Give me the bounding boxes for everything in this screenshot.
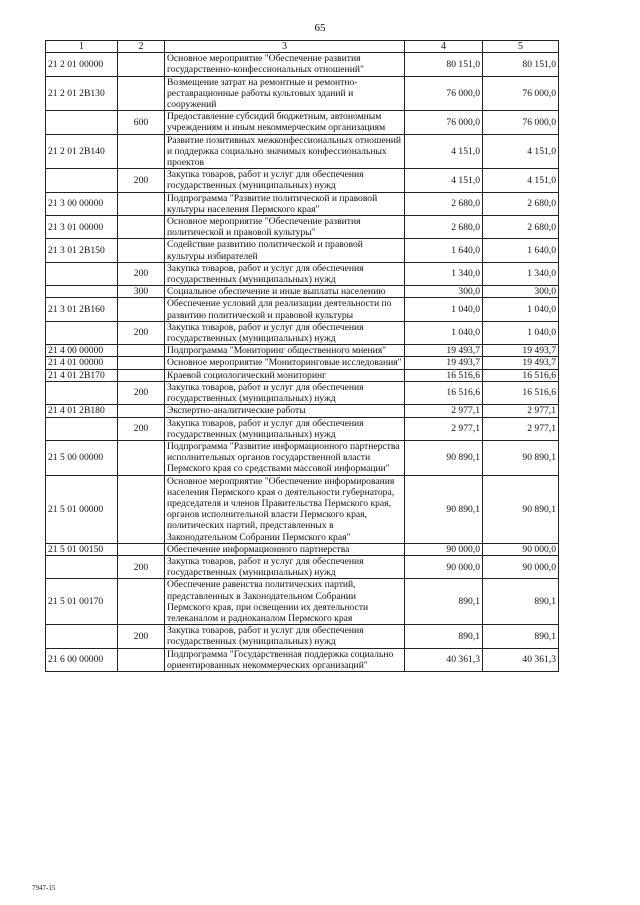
table-header-row xyxy=(46,41,559,53)
table-row xyxy=(46,555,559,578)
table-row xyxy=(46,53,559,76)
table-row xyxy=(46,345,559,357)
table-row xyxy=(46,440,559,475)
classification-code-cell: 21 2 01 2В130 xyxy=(46,76,118,111)
table-row xyxy=(46,475,559,543)
item-name-cell: Закупка товаров, работ и услуг для обеспечения государственных (муниципальных) нужд xyxy=(165,262,405,285)
expense-type-cell xyxy=(118,192,165,215)
amount-cell-year1: 2 680,0 xyxy=(405,216,483,239)
classification-code-cell xyxy=(46,321,118,344)
amount-cell-year2: 76 000,0 xyxy=(483,76,559,111)
amount-cell-year2: 2 680,0 xyxy=(483,192,559,215)
item-name-cell: Основное мероприятие "Обеспечение развития политической и правовой культуры" xyxy=(165,216,405,239)
expense-type-cell xyxy=(118,440,165,475)
expense-type-cell xyxy=(118,216,165,239)
item-name-cell: Основное мероприятие "Обеспечение развития государственно-конфессиональных отношений" xyxy=(165,53,405,76)
amount-cell-year1: 80 151,0 xyxy=(405,53,483,76)
amount-cell-year2: 76 000,0 xyxy=(483,111,559,134)
classification-code-cell: 21 4 01 2В180 xyxy=(46,405,118,417)
table-row xyxy=(46,369,559,381)
expense-type-cell: 200 xyxy=(118,381,165,404)
table-row xyxy=(46,169,559,192)
amount-cell-year1: 40 361,3 xyxy=(405,648,483,671)
classification-code-cell xyxy=(46,169,118,192)
expense-type-cell: 200 xyxy=(118,625,165,648)
table-row xyxy=(46,625,559,648)
item-name-cell: Обеспечение условий для реализации деятельности по развитию политической и правовой культуры xyxy=(165,298,405,321)
item-name-cell: Предоставление субсидий бюджетным, автономным учреждениям и иным некоммерческим организациям xyxy=(165,111,405,134)
amount-cell-year1: 300,0 xyxy=(405,286,483,298)
amount-cell-year2: 90 000,0 xyxy=(483,555,559,578)
table-row xyxy=(46,417,559,440)
expense-type-cell: 200 xyxy=(118,321,165,344)
classification-code-cell xyxy=(46,417,118,440)
table-row xyxy=(46,321,559,344)
amount-cell-year2: 890,1 xyxy=(483,625,559,648)
amount-cell-year1: 890,1 xyxy=(405,579,483,625)
expense-type-cell xyxy=(118,298,165,321)
amount-cell-year2: 1 040,0 xyxy=(483,298,559,321)
expense-type-cell: 600 xyxy=(118,111,165,134)
classification-code-cell xyxy=(46,625,118,648)
item-name-cell: Обеспечение информационного партнерства xyxy=(165,543,405,555)
expense-type-cell: 200 xyxy=(118,262,165,285)
item-name-cell: Содействие развитию политической и правовой культуры избирателей xyxy=(165,239,405,262)
amount-cell-year2: 16 516,6 xyxy=(483,369,559,381)
classification-code-cell: 21 5 01 00000 xyxy=(46,475,118,543)
item-name-cell: Закупка товаров, работ и услуг для обеспечения государственных (муниципальных) нужд xyxy=(165,169,405,192)
item-name-cell: Закупка товаров, работ и услуг для обеспечения государственных (муниципальных) нужд xyxy=(165,381,405,404)
amount-cell-year1: 19 493,7 xyxy=(405,357,483,369)
column-header: 3 xyxy=(165,41,405,53)
amount-cell-year1: 2 977,1 xyxy=(405,405,483,417)
table-body xyxy=(46,53,559,672)
expense-type-cell xyxy=(118,134,165,169)
item-name-cell: Закупка товаров, работ и услуг для обеспечения государственных (муниципальных) нужд xyxy=(165,555,405,578)
expense-type-cell xyxy=(118,579,165,625)
table-row xyxy=(46,134,559,169)
item-name-cell: Основное мероприятие "Обеспечение информирования населения Пермского края о деятельности губернатора, председателя и членов Правительства Пермского края, органов исполнительной власти Пермского края, политических партий, представленных в Законодательном Собрании Пермского края" xyxy=(165,475,405,543)
classification-code-cell xyxy=(46,111,118,134)
expense-type-cell xyxy=(118,76,165,111)
item-name-cell: Обеспечение равенства политических партий, представленных в Законодательном Собрании Пермского края, при освещении их деятельности телеканалом и радиоканалом Пермского края xyxy=(165,579,405,625)
amount-cell-year1: 90 890,1 xyxy=(405,440,483,475)
classification-code-cell: 21 3 01 2В150 xyxy=(46,239,118,262)
amount-cell-year2: 2 977,1 xyxy=(483,417,559,440)
amount-cell-year1: 90 890,1 xyxy=(405,475,483,543)
amount-cell-year1: 19 493,7 xyxy=(405,345,483,357)
table-row xyxy=(46,543,559,555)
table-row xyxy=(46,239,559,262)
amount-cell-year1: 4 151,0 xyxy=(405,134,483,169)
table-row xyxy=(46,286,559,298)
expense-type-cell xyxy=(118,475,165,543)
classification-code-cell xyxy=(46,381,118,404)
classification-code-cell: 21 4 00 00000 xyxy=(46,345,118,357)
amount-cell-year2: 16 516,6 xyxy=(483,381,559,404)
column-header: 5 xyxy=(483,41,559,53)
table-row xyxy=(46,579,559,625)
item-name-cell: Развитие позитивных межконфессиональных отношений и поддержка социально значимых конфессиональных проектов xyxy=(165,134,405,169)
amount-cell-year1: 76 000,0 xyxy=(405,76,483,111)
page-number: 65 xyxy=(314,22,326,34)
table-row xyxy=(46,76,559,111)
budget-table xyxy=(45,40,559,672)
amount-cell-year2: 19 493,7 xyxy=(483,357,559,369)
classification-code-cell: 21 2 01 00000 xyxy=(46,53,118,76)
classification-code-cell: 21 4 01 2В170 xyxy=(46,369,118,381)
table-row xyxy=(46,648,559,671)
amount-cell-year1: 90 000,0 xyxy=(405,555,483,578)
amount-cell-year2: 4 151,0 xyxy=(483,169,559,192)
amount-cell-year1: 90 000,0 xyxy=(405,543,483,555)
amount-cell-year1: 1 640,0 xyxy=(405,239,483,262)
table-row xyxy=(46,216,559,239)
amount-cell-year1: 1 040,0 xyxy=(405,321,483,344)
classification-code-cell: 21 4 01 00000 xyxy=(46,357,118,369)
item-name-cell: Основное мероприятие "Мониторинговые исследования" xyxy=(165,357,405,369)
item-name-cell: Возмещение затрат на ремонтные и ремонтно-реставрационные работы культовых зданий и сооружений xyxy=(165,76,405,111)
item-name-cell: Подпрограмма "Развитие информационного партнерства исполнительных органов государственной власти Пермского края со средствами массовой информации" xyxy=(165,440,405,475)
expense-type-cell xyxy=(118,648,165,671)
item-name-cell: Подпрограмма "Государственная поддержка социально ориентированных некоммерческих организаций" xyxy=(165,648,405,671)
table-row xyxy=(46,405,559,417)
expense-type-cell xyxy=(118,53,165,76)
amount-cell-year1: 1 040,0 xyxy=(405,298,483,321)
table-row xyxy=(46,381,559,404)
amount-cell-year1: 2 680,0 xyxy=(405,192,483,215)
item-name-cell: Подпрограмма "Развитие политической и правовой культуры населения Пермского края" xyxy=(165,192,405,215)
expense-type-cell xyxy=(118,543,165,555)
table-row xyxy=(46,298,559,321)
item-name-cell: Закупка товаров, работ и услуг для обеспечения государственных (муниципальных) нужд xyxy=(165,321,405,344)
classification-code-cell: 21 5 01 00170 xyxy=(46,579,118,625)
amount-cell-year2: 2 680,0 xyxy=(483,216,559,239)
expense-type-cell xyxy=(118,357,165,369)
amount-cell-year2: 890,1 xyxy=(483,579,559,625)
classification-code-cell: 21 5 00 00000 xyxy=(46,440,118,475)
item-name-cell: Экспертно-аналитические работы xyxy=(165,405,405,417)
amount-cell-year2: 2 977,1 xyxy=(483,405,559,417)
amount-cell-year2: 90 890,1 xyxy=(483,475,559,543)
amount-cell-year2: 1 340,0 xyxy=(483,262,559,285)
expense-type-cell: 200 xyxy=(118,417,165,440)
amount-cell-year1: 4 151,0 xyxy=(405,169,483,192)
amount-cell-year1: 890,1 xyxy=(405,625,483,648)
amount-cell-year1: 76 000,0 xyxy=(405,111,483,134)
column-header: 4 xyxy=(405,41,483,53)
amount-cell-year2: 1 640,0 xyxy=(483,239,559,262)
item-name-cell: Закупка товаров, работ и услуг для обеспечения государственных (муниципальных) нужд xyxy=(165,625,405,648)
amount-cell-year2: 90 000,0 xyxy=(483,543,559,555)
expense-type-cell xyxy=(118,369,165,381)
classification-code-cell xyxy=(46,555,118,578)
table-row xyxy=(46,192,559,215)
expense-type-cell xyxy=(118,239,165,262)
classification-code-cell: 21 5 01 00150 xyxy=(46,543,118,555)
classification-code-cell: 21 3 01 2В160 xyxy=(46,298,118,321)
item-name-cell: Закупка товаров, работ и услуг для обеспечения государственных (муниципальных) нужд xyxy=(165,417,405,440)
amount-cell-year1: 16 516,6 xyxy=(405,369,483,381)
amount-cell-year2: 90 890,1 xyxy=(483,440,559,475)
classification-code-cell xyxy=(46,286,118,298)
table-row xyxy=(46,111,559,134)
amount-cell-year2: 300,0 xyxy=(483,286,559,298)
expense-type-cell: 300 xyxy=(118,286,165,298)
amount-cell-year2: 1 040,0 xyxy=(483,321,559,344)
table-row xyxy=(46,357,559,369)
expense-type-cell xyxy=(118,405,165,417)
classification-code-cell: 21 6 00 00000 xyxy=(46,648,118,671)
amount-cell-year1: 16 516,6 xyxy=(405,381,483,404)
item-name-cell: Социальное обеспечение и иные выплаты населению xyxy=(165,286,405,298)
table-row xyxy=(46,262,559,285)
amount-cell-year1: 1 340,0 xyxy=(405,262,483,285)
classification-code-cell xyxy=(46,262,118,285)
classification-code-cell: 21 3 00 00000 xyxy=(46,192,118,215)
item-name-cell: Подпрограмма "Мониторинг общественного мнения" xyxy=(165,345,405,357)
classification-code-cell: 21 3 01 00000 xyxy=(46,216,118,239)
column-header: 2 xyxy=(118,41,165,53)
column-header: 1 xyxy=(46,41,118,53)
expense-type-cell: 200 xyxy=(118,169,165,192)
expense-type-cell: 200 xyxy=(118,555,165,578)
amount-cell-year2: 40 361,3 xyxy=(483,648,559,671)
classification-code-cell: 21 2 01 2В140 xyxy=(46,134,118,169)
amount-cell-year1: 2 977,1 xyxy=(405,417,483,440)
expense-type-cell xyxy=(118,345,165,357)
footer-code: 7947-15 xyxy=(32,884,56,892)
amount-cell-year2: 80 151,0 xyxy=(483,53,559,76)
amount-cell-year2: 19 493,7 xyxy=(483,345,559,357)
item-name-cell: Краевой социологический мониторинг xyxy=(165,369,405,381)
amount-cell-year2: 4 151,0 xyxy=(483,134,559,169)
